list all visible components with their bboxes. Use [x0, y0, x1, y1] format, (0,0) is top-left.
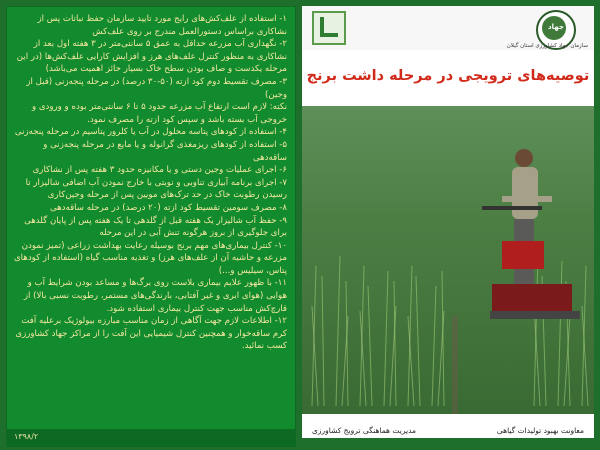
recommendation-item: ۱۱- با ظهور علایم بیماری بلاست روی برگ‌ها و مساعد بودن شرایط آب و هوایی (هوای ابری و غیر آفتابی، بارندگی‌های مستمر، رطوبت نسبی بالا) از قارچ‌کش مناسب جهت کنترل بیماری استفاده شود.	[23, 278, 287, 314]
recommendation-item: ۲- نگهداری آب مزرعه حداقل به عمق ۵ سانتی‌متر در ۳ هفته اول بعد از نشاکاری به منظور کنترل علف‌های هرز و افزایش کارایی علف‌کش‌ها (در این مرحله یکدست و صاف بودن سطح خاک بسیار حائز اهمیت می‌باشد)	[16, 39, 287, 75]
recommendation-item: ۳- مصرف تقسیط دوم کود ازته (۵۰-۳۰ درصد) در مرحله پنجه‌زنی (قبل از وجین)	[26, 76, 287, 100]
recommendation-item: ۱۲- اطلاعات لازم جهت آگاهی از زمان مناسب مبارزه بیولوژیک برعلیه آفت کرم ساقه‌خوار و همچنین کنترل شیمیایی این آفت را از مراکز جهاد کشاورزی کسب نمائید.	[15, 316, 287, 352]
bottom-strip	[302, 438, 594, 450]
recommendation-item: ۶- اجرای عملیات وجین دستی و یا مکانیزه حدود ۳ هفته پس از نشاکاری	[32, 165, 287, 176]
recommendations-panel	[6, 6, 296, 432]
left-footer	[6, 429, 296, 447]
footer-left-text: مدیریت هماهنگی ترویج کشاورزی	[312, 426, 417, 435]
recommendation-item: ۵- استفاده از کودهای ریزمغذی گرانوله و یا مایع در مرحله پنجه‌زنی و ساقه‌دهی	[43, 139, 287, 163]
footer-right-text: معاونت بهبود تولیدات گیاهی	[496, 426, 584, 435]
document-code: ۱۳۹۸/۲	[14, 432, 39, 441]
extension-logo-icon	[312, 11, 346, 45]
right-panel	[302, 6, 594, 444]
logo-text: جهاد	[548, 23, 564, 31]
recommendation-item: ۱۰- کنترل بیماری‌های مهم برنج بوسیله رعایت بهداشت زراعی (تمیز نمودن مزرعه و حاشیه آن از علف‌های هرز) و تغذیه مناسب گیاه (استفاده از کودهای پتاس، سیلیس و...)	[13, 240, 287, 276]
recommendation-note: نکته: لازم است ارتفاع آب مزرعه حدود ۵ تا ۶ سانتی‌متر بوده و ورودی و خروجی آب بسته باشد و سپس کود ازته را مصرف نمود.	[31, 102, 287, 125]
page-title: توصیه‌های ترویجی در مرحله داشت برنج	[306, 68, 590, 84]
recommendation-item: ۴- استفاده از کودهای پتاسه محلول در آب یا کلرور پتاسیم در مرحله پنجه‌زنی	[14, 127, 287, 138]
recommendation-item: ۷- اجرای برنامه آبیاری تناوبی و نوبتی با خارج نمودن آب اضافی شالیزار تا رسیدن رطوبت خاک در حد ترک‌های مویین پس از مرحله وجین‌کاری	[25, 177, 287, 201]
recommendation-item: ۱- استفاده از علف‌کش‌های رایج مورد تایید سازمان حفظ نباتات پس از نشاکاری براساس دستورالعمل مندرج بر روی علف‌کش	[37, 14, 287, 37]
recommendation-item: ۹- حفظ آب شالیزار یک هفته قبل از گلدهی تا یک هفته پس از پایان گلدهی برای جلوگیری از بروز هرگونه تنش آبی در این مرحله	[24, 215, 287, 239]
recommendation-item: ۸- مصرف سومین تقسیط کود ازته (۲۰ درصد) در مرحله ساقه‌دهی	[49, 202, 287, 213]
org-name: سازمان جهاد کشاورزی استان گیلان	[506, 43, 588, 49]
header	[302, 6, 594, 50]
rice-field-photo	[302, 106, 594, 414]
